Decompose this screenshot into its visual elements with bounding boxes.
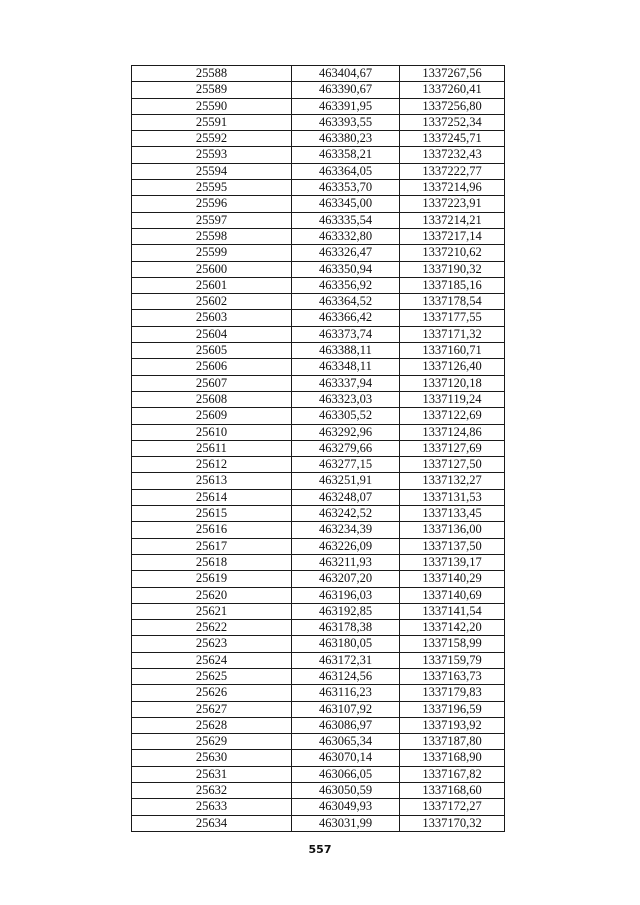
- table-row: [132, 783, 505, 799]
- table-row: [132, 473, 505, 489]
- point-number-cell: 25629: [132, 734, 292, 750]
- point-number-cell: 25610: [132, 424, 292, 440]
- x-coordinate-cell: 463178,38: [292, 620, 400, 636]
- point-number-cell: 25599: [132, 245, 292, 261]
- y-coordinate-cell: 1337122,69: [400, 408, 505, 424]
- table-row: [132, 359, 505, 375]
- x-coordinate-cell: 463180,05: [292, 636, 400, 652]
- table-row: [132, 66, 505, 82]
- point-number-cell: 25633: [132, 799, 292, 815]
- point-number-cell: 25620: [132, 587, 292, 603]
- x-coordinate-cell: 463279,66: [292, 440, 400, 456]
- y-coordinate-cell: 1337163,73: [400, 668, 505, 684]
- point-number-cell: 25627: [132, 701, 292, 717]
- table-row: [132, 424, 505, 440]
- y-coordinate-cell: 1337222,77: [400, 163, 505, 179]
- y-coordinate-cell: 1337172,27: [400, 799, 505, 815]
- point-number-cell: 25626: [132, 685, 292, 701]
- table-row: [132, 391, 505, 407]
- x-coordinate-cell: 463066,05: [292, 766, 400, 782]
- point-number-cell: 25607: [132, 375, 292, 391]
- table-row: [132, 620, 505, 636]
- table-row: [132, 603, 505, 619]
- point-number-cell: 25625: [132, 668, 292, 684]
- table-row: [132, 180, 505, 196]
- point-number-cell: 25608: [132, 391, 292, 407]
- y-coordinate-cell: 1337267,56: [400, 66, 505, 82]
- table-row: [132, 652, 505, 668]
- table-row: [132, 277, 505, 293]
- table-row: [132, 766, 505, 782]
- point-number-cell: 25632: [132, 783, 292, 799]
- y-coordinate-cell: 1337158,99: [400, 636, 505, 652]
- x-coordinate-cell: 463234,39: [292, 522, 400, 538]
- point-number-cell: 25634: [132, 815, 292, 831]
- page-number: 557: [308, 843, 332, 856]
- x-coordinate-cell: 463277,15: [292, 457, 400, 473]
- x-coordinate-cell: 463196,03: [292, 587, 400, 603]
- table-row: [132, 294, 505, 310]
- x-coordinate-cell: 463226,09: [292, 538, 400, 554]
- x-coordinate-cell: 463326,47: [292, 245, 400, 261]
- y-coordinate-cell: 1337245,71: [400, 131, 505, 147]
- table-row: [132, 440, 505, 456]
- point-number-cell: 25591: [132, 114, 292, 130]
- point-number-cell: 25611: [132, 440, 292, 456]
- table-row: [132, 701, 505, 717]
- x-coordinate-cell: 463335,54: [292, 212, 400, 228]
- table-row: [132, 489, 505, 505]
- table-row: [132, 326, 505, 342]
- point-number-cell: 25605: [132, 343, 292, 359]
- point-number-cell: 25631: [132, 766, 292, 782]
- y-coordinate-cell: 1337193,92: [400, 717, 505, 733]
- y-coordinate-cell: 1337252,34: [400, 114, 505, 130]
- y-coordinate-cell: 1337131,53: [400, 489, 505, 505]
- table-row: [132, 98, 505, 114]
- y-coordinate-cell: 1337133,45: [400, 506, 505, 522]
- y-coordinate-cell: 1337141,54: [400, 603, 505, 619]
- table-row: [132, 343, 505, 359]
- x-coordinate-cell: 463242,52: [292, 506, 400, 522]
- table-row: [132, 310, 505, 326]
- y-coordinate-cell: 1337256,80: [400, 98, 505, 114]
- point-number-cell: 25593: [132, 147, 292, 163]
- y-coordinate-cell: 1337190,32: [400, 261, 505, 277]
- point-number-cell: 25601: [132, 277, 292, 293]
- table-row: [132, 522, 505, 538]
- table-row: [132, 571, 505, 587]
- point-number-cell: 25604: [132, 326, 292, 342]
- point-number-cell: 25602: [132, 294, 292, 310]
- table-row: [132, 815, 505, 831]
- y-coordinate-cell: 1337170,32: [400, 815, 505, 831]
- x-coordinate-cell: 463388,11: [292, 343, 400, 359]
- point-number-cell: 25623: [132, 636, 292, 652]
- x-coordinate-cell: 463065,34: [292, 734, 400, 750]
- point-number-cell: 25621: [132, 603, 292, 619]
- y-coordinate-cell: 1337132,27: [400, 473, 505, 489]
- point-number-cell: 25598: [132, 228, 292, 244]
- point-number-cell: 25617: [132, 538, 292, 554]
- point-number-cell: 25615: [132, 506, 292, 522]
- y-coordinate-cell: 1337223,91: [400, 196, 505, 212]
- x-coordinate-cell: 463292,96: [292, 424, 400, 440]
- table-row: [132, 196, 505, 212]
- y-coordinate-cell: 1337171,32: [400, 326, 505, 342]
- point-number-cell: 25624: [132, 652, 292, 668]
- point-number-cell: 25628: [132, 717, 292, 733]
- table-row: [132, 538, 505, 554]
- point-number-cell: 25596: [132, 196, 292, 212]
- table-row: [132, 212, 505, 228]
- table-row: [132, 147, 505, 163]
- x-coordinate-cell: 463345,00: [292, 196, 400, 212]
- x-coordinate-cell: 463251,91: [292, 473, 400, 489]
- x-coordinate-cell: 463380,23: [292, 131, 400, 147]
- y-coordinate-cell: 1337210,62: [400, 245, 505, 261]
- x-coordinate-cell: 463172,31: [292, 652, 400, 668]
- x-coordinate-cell: 463211,93: [292, 554, 400, 570]
- table-row: [132, 82, 505, 98]
- table-row: [132, 457, 505, 473]
- x-coordinate-cell: 463390,67: [292, 82, 400, 98]
- table-row: [132, 228, 505, 244]
- point-number-cell: 25619: [132, 571, 292, 587]
- x-coordinate-cell: 463070,14: [292, 750, 400, 766]
- x-coordinate-cell: 463248,07: [292, 489, 400, 505]
- table-row: [132, 587, 505, 603]
- x-coordinate-cell: 463353,70: [292, 180, 400, 196]
- x-coordinate-cell: 463337,94: [292, 375, 400, 391]
- y-coordinate-cell: 1337127,50: [400, 457, 505, 473]
- table-row: [132, 131, 505, 147]
- point-number-cell: 25592: [132, 131, 292, 147]
- x-coordinate-cell: 463332,80: [292, 228, 400, 244]
- point-number-cell: 25616: [132, 522, 292, 538]
- point-number-cell: 25618: [132, 554, 292, 570]
- x-coordinate-cell: 463356,92: [292, 277, 400, 293]
- coordinates-table: [131, 65, 505, 832]
- point-number-cell: 25614: [132, 489, 292, 505]
- point-number-cell: 25589: [132, 82, 292, 98]
- table-row: [132, 668, 505, 684]
- point-number-cell: 25590: [132, 98, 292, 114]
- y-coordinate-cell: 1337260,41: [400, 82, 505, 98]
- point-number-cell: 25609: [132, 408, 292, 424]
- y-coordinate-cell: 1337142,20: [400, 620, 505, 636]
- point-number-cell: 25613: [132, 473, 292, 489]
- x-coordinate-cell: 463350,94: [292, 261, 400, 277]
- x-coordinate-cell: 463323,03: [292, 391, 400, 407]
- x-coordinate-cell: 463364,52: [292, 294, 400, 310]
- y-coordinate-cell: 1337217,14: [400, 228, 505, 244]
- x-coordinate-cell: 463305,52: [292, 408, 400, 424]
- y-coordinate-cell: 1337196,59: [400, 701, 505, 717]
- point-number-cell: 25600: [132, 261, 292, 277]
- x-coordinate-cell: 463358,21: [292, 147, 400, 163]
- point-number-cell: 25603: [132, 310, 292, 326]
- y-coordinate-cell: 1337167,82: [400, 766, 505, 782]
- table-row: [132, 114, 505, 130]
- table-row: [132, 685, 505, 701]
- table-row: [132, 375, 505, 391]
- y-coordinate-cell: 1337120,18: [400, 375, 505, 391]
- table-row: [132, 734, 505, 750]
- point-number-cell: 25612: [132, 457, 292, 473]
- point-number-cell: 25622: [132, 620, 292, 636]
- y-coordinate-cell: 1337160,71: [400, 343, 505, 359]
- coordinates-table-body: [132, 66, 505, 832]
- y-coordinate-cell: 1337139,17: [400, 554, 505, 570]
- table-row: [132, 408, 505, 424]
- table-row: [132, 261, 505, 277]
- y-coordinate-cell: 1337178,54: [400, 294, 505, 310]
- y-coordinate-cell: 1337232,43: [400, 147, 505, 163]
- y-coordinate-cell: 1337185,16: [400, 277, 505, 293]
- x-coordinate-cell: 463050,59: [292, 783, 400, 799]
- point-number-cell: 25588: [132, 66, 292, 82]
- y-coordinate-cell: 1337179,83: [400, 685, 505, 701]
- table-row: [132, 799, 505, 815]
- x-coordinate-cell: 463348,11: [292, 359, 400, 375]
- y-coordinate-cell: 1337124,86: [400, 424, 505, 440]
- point-number-cell: 25595: [132, 180, 292, 196]
- x-coordinate-cell: 463124,56: [292, 668, 400, 684]
- table-row: [132, 750, 505, 766]
- y-coordinate-cell: 1337140,29: [400, 571, 505, 587]
- x-coordinate-cell: 463192,85: [292, 603, 400, 619]
- x-coordinate-cell: 463086,97: [292, 717, 400, 733]
- x-coordinate-cell: 463373,74: [292, 326, 400, 342]
- x-coordinate-cell: 463116,23: [292, 685, 400, 701]
- point-number-cell: 25594: [132, 163, 292, 179]
- y-coordinate-cell: 1337159,79: [400, 652, 505, 668]
- table-row: [132, 245, 505, 261]
- y-coordinate-cell: 1337119,24: [400, 391, 505, 407]
- x-coordinate-cell: 463404,67: [292, 66, 400, 82]
- table-row: [132, 636, 505, 652]
- x-coordinate-cell: 463366,42: [292, 310, 400, 326]
- y-coordinate-cell: 1337126,40: [400, 359, 505, 375]
- x-coordinate-cell: 463031,99: [292, 815, 400, 831]
- table-row: [132, 506, 505, 522]
- y-coordinate-cell: 1337214,21: [400, 212, 505, 228]
- y-coordinate-cell: 1337136,00: [400, 522, 505, 538]
- x-coordinate-cell: 463391,95: [292, 98, 400, 114]
- y-coordinate-cell: 1337127,69: [400, 440, 505, 456]
- table-row: [132, 163, 505, 179]
- y-coordinate-cell: 1337168,90: [400, 750, 505, 766]
- x-coordinate-cell: 463049,93: [292, 799, 400, 815]
- x-coordinate-cell: 463207,20: [292, 571, 400, 587]
- y-coordinate-cell: 1337140,69: [400, 587, 505, 603]
- x-coordinate-cell: 463107,92: [292, 701, 400, 717]
- x-coordinate-cell: 463364,05: [292, 163, 400, 179]
- y-coordinate-cell: 1337168,60: [400, 783, 505, 799]
- table-row: [132, 717, 505, 733]
- point-number-cell: 25597: [132, 212, 292, 228]
- y-coordinate-cell: 1337187,80: [400, 734, 505, 750]
- table-row: [132, 554, 505, 570]
- point-number-cell: 25606: [132, 359, 292, 375]
- point-number-cell: 25630: [132, 750, 292, 766]
- y-coordinate-cell: 1337137,50: [400, 538, 505, 554]
- x-coordinate-cell: 463393,55: [292, 114, 400, 130]
- y-coordinate-cell: 1337214,96: [400, 180, 505, 196]
- y-coordinate-cell: 1337177,55: [400, 310, 505, 326]
